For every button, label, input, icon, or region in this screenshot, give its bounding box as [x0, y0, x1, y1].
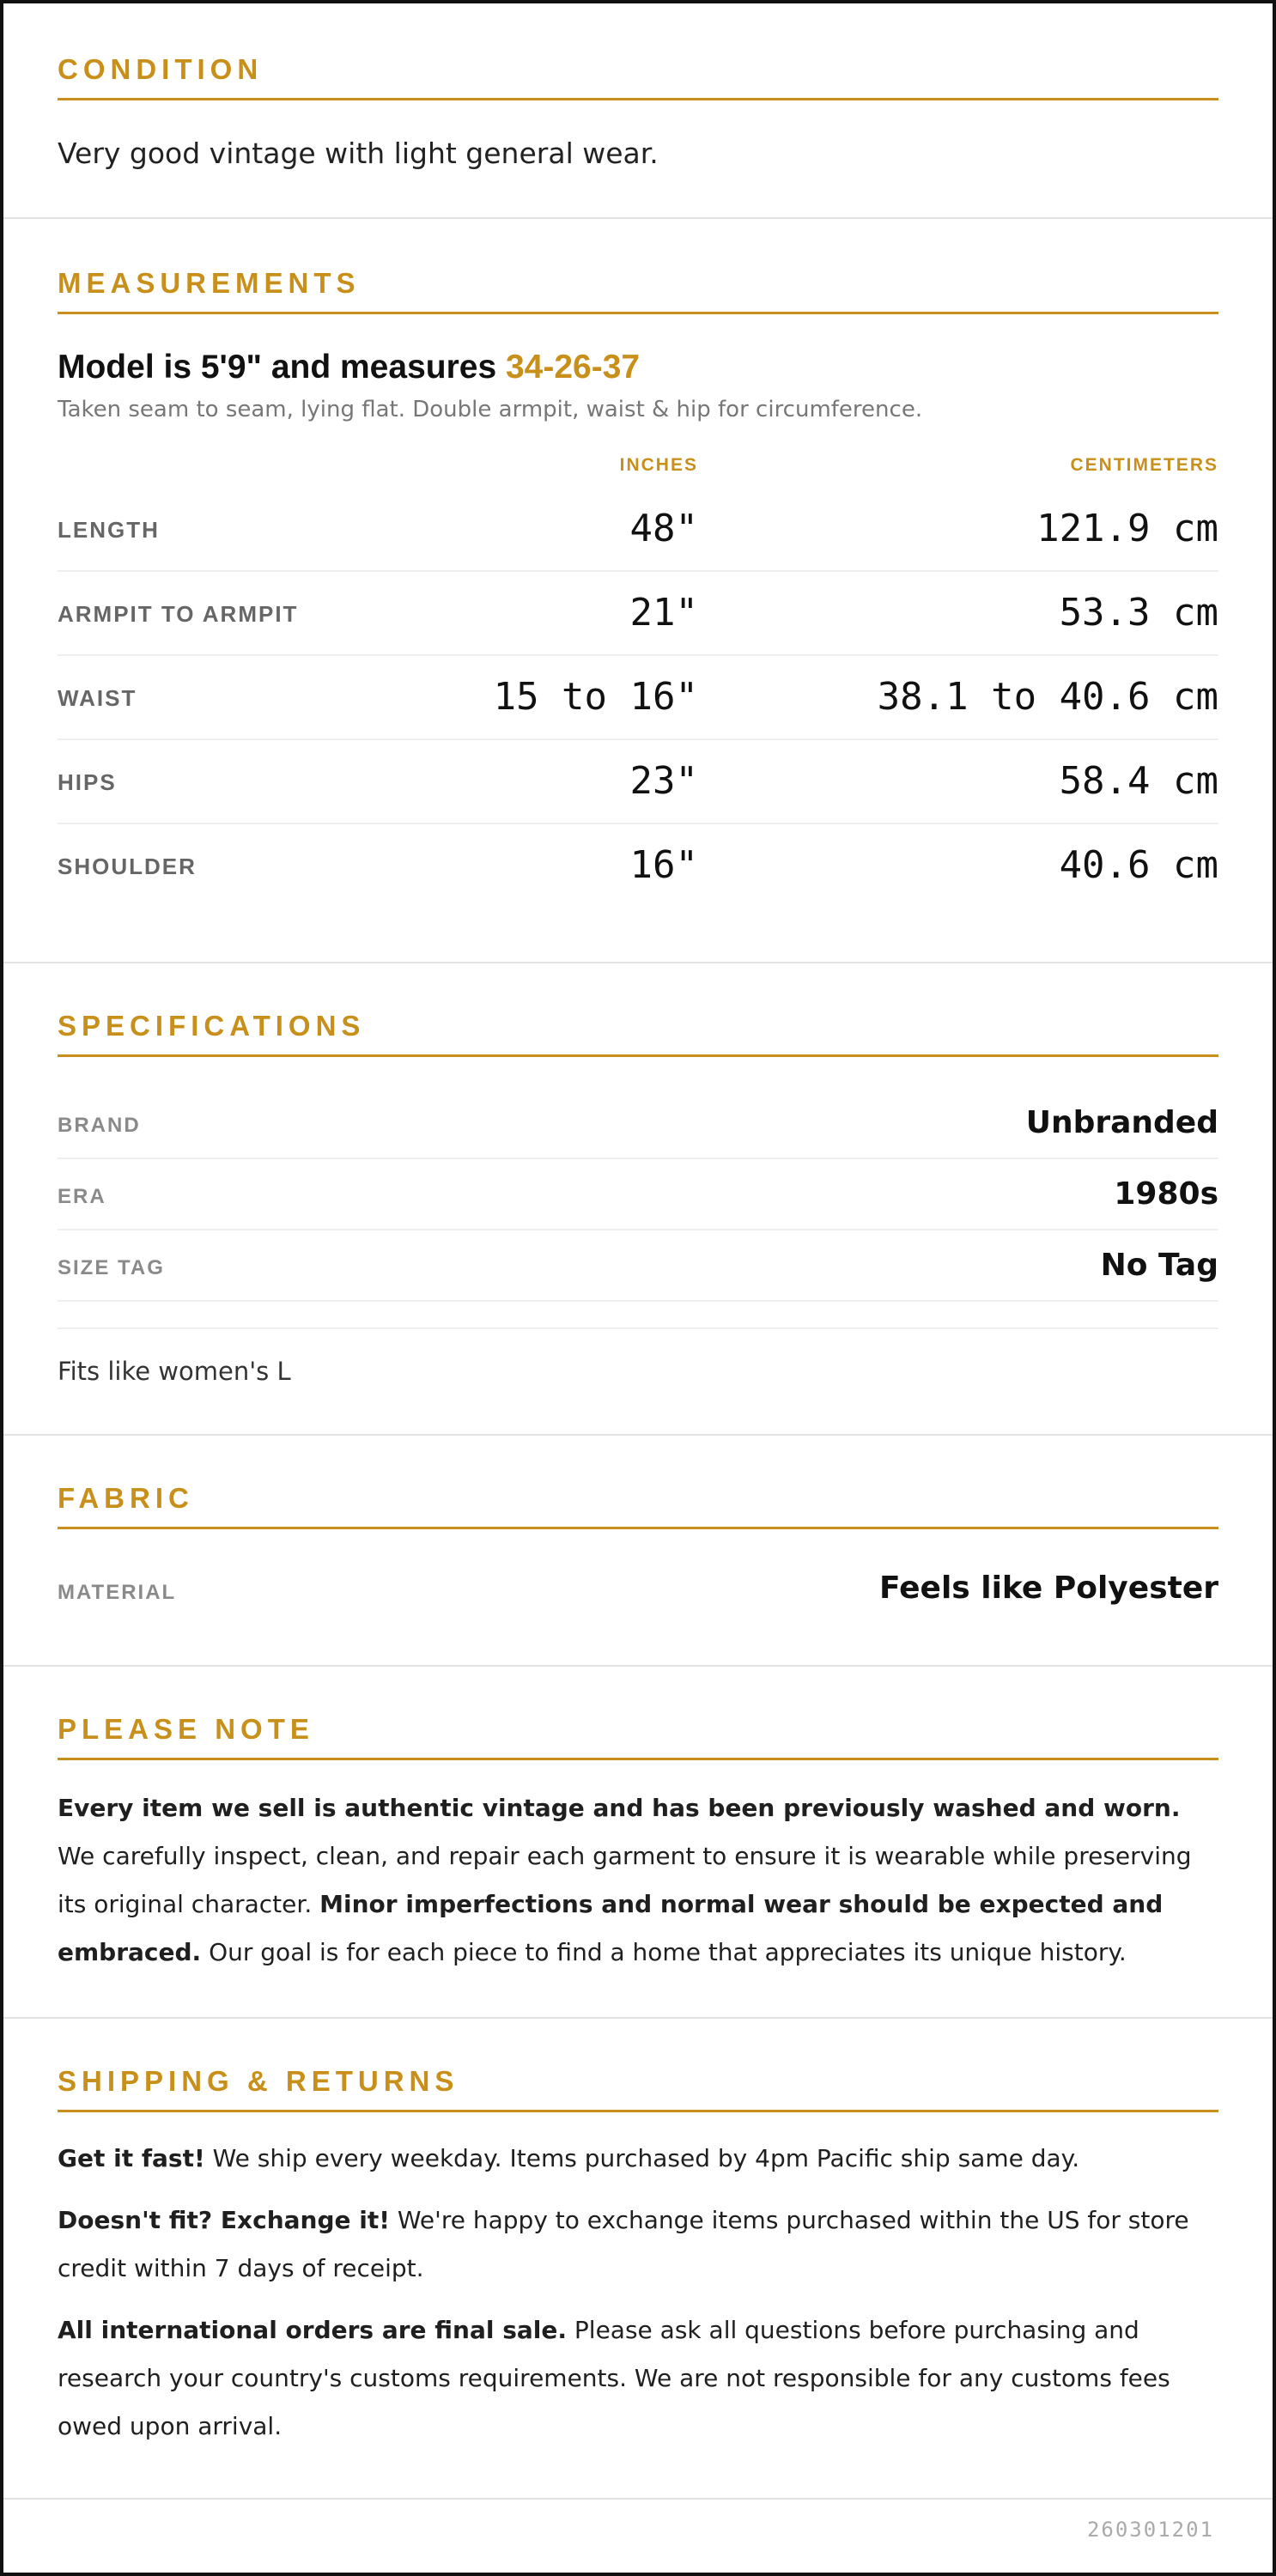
shipping-bold: Get it fast!: [58, 2144, 205, 2172]
model-prefix: Model is 5'9" and measures: [58, 349, 506, 386]
measurement-cm: 40.6 cm: [1059, 843, 1218, 887]
measurement-label: SHOULDER: [58, 854, 197, 879]
spec-label: ERA: [58, 1185, 106, 1208]
fabric-row-material: [58, 1529, 1218, 1624]
measurement-label: LENGTH: [58, 517, 160, 543]
shipping-text: Please ask all questions before purchasing and research your country's customs requirements. We are not responsible for any customs fees owed upon arrival.: [58, 2316, 1170, 2440]
spec-value: No Tag: [1100, 1248, 1218, 1283]
spec-label: SIZE TAG: [58, 1256, 165, 1279]
measurement-label: WAIST: [58, 685, 137, 711]
spec-row-size-tag: [58, 1230, 1218, 1302]
condition-heading: CONDITION: [58, 53, 1218, 100]
measurement-cm: 38.1 to 40.6 cm: [877, 675, 1218, 719]
measurement-inches: 21": [629, 591, 698, 635]
spec-value: Unbranded: [1025, 1105, 1218, 1140]
condition-text: Very good vintage with light general wear.: [58, 137, 659, 170]
shipping-bold: All international orders are final sale.: [58, 2316, 568, 2344]
shipping-text: We're happy to exchange items purchased within the US for store credit within 7 days of receipt.: [58, 2206, 1189, 2282]
fit-note: Fits like women's L: [58, 1357, 291, 1386]
measurement-row: [58, 740, 1218, 824]
shipping-heading: SHIPPING & RETURNS: [58, 2065, 1218, 2112]
measurements-section: [3, 219, 1273, 963]
condition-section: [3, 3, 1273, 219]
please-note-section: [3, 1667, 1273, 2019]
shipping-section: [3, 2019, 1273, 2500]
note-text-2: Our goal is for each piece to find a home that appreciates its unique history.: [201, 1938, 1127, 1966]
measurements-table-header: [58, 441, 1218, 488]
measurement-cm: 58.4 cm: [1059, 759, 1218, 803]
fabric-heading: FABRIC: [58, 1482, 1218, 1529]
model-measurements: [58, 349, 1218, 386]
shipping-text: We ship every weekday. Items purchased by 4pm Pacific ship same day.: [204, 2144, 1080, 2172]
note-bold-1: Every item we sell is authentic vintage and has been previously washed and worn.: [58, 1794, 1181, 1822]
spec-divider: [58, 1302, 1218, 1329]
centimeters-column-header: CENTIMETERS: [1070, 455, 1218, 475]
spec-value: 1980s: [1114, 1176, 1218, 1212]
inches-column-header: INCHES: [619, 455, 698, 475]
measurements-heading: MEASUREMENTS: [58, 267, 1218, 314]
measurement-row: [58, 824, 1218, 908]
measurement-inches: 16": [629, 843, 698, 887]
spec-row-era: [58, 1159, 1218, 1230]
fabric-label: MATERIAL: [58, 1581, 177, 1604]
shipping-paragraph-fast: [58, 2135, 1218, 2183]
specifications-section: [3, 963, 1273, 1436]
measurement-label: HIPS: [58, 769, 117, 795]
measurement-cm: 121.9 cm: [1036, 507, 1218, 550]
spec-label: BRAND: [58, 1114, 141, 1137]
measurements-table: [58, 488, 1218, 908]
item-code: 260301201: [1086, 2518, 1214, 2542]
fabric-value: Feels like Polyester: [878, 1571, 1218, 1606]
specifications-list: [58, 1088, 1218, 1329]
note-text-1: We carefully inspect, clean, and repair each garment to ensure it is wearable while preserving its original character.: [58, 1842, 1192, 1918]
measurement-inches: 48": [629, 507, 698, 550]
measurement-cm: 53.3 cm: [1059, 591, 1218, 635]
measurement-inches: 23": [629, 759, 698, 803]
shipping-paragraph-international: [58, 2306, 1218, 2451]
model-measure-value: 34-26-37: [505, 349, 641, 386]
please-note-heading: PLEASE NOTE: [58, 1713, 1218, 1760]
measurement-row: [58, 656, 1218, 740]
shipping-paragraph-exchange: [58, 2196, 1218, 2293]
measurement-label: ARMPIT TO ARMPIT: [58, 601, 299, 627]
measurements-subtitle: Taken seam to seam, lying flat. Double armpit, waist & hip for circumference.: [58, 397, 923, 422]
spec-row-brand: [58, 1088, 1218, 1159]
shipping-bold: Doesn't fit? Exchange it!: [58, 2206, 390, 2234]
fabric-section: [3, 1436, 1273, 1667]
measurement-row: [58, 488, 1218, 572]
measurement-inches: 15 to 16": [493, 675, 698, 719]
specifications-heading: SPECIFICATIONS: [58, 1010, 1218, 1057]
measurement-row: [58, 572, 1218, 656]
note-bold-2: Minor imperfections and normal wear should be expected and embraced.: [58, 1890, 1164, 1966]
please-note-text: [58, 1784, 1218, 1977]
